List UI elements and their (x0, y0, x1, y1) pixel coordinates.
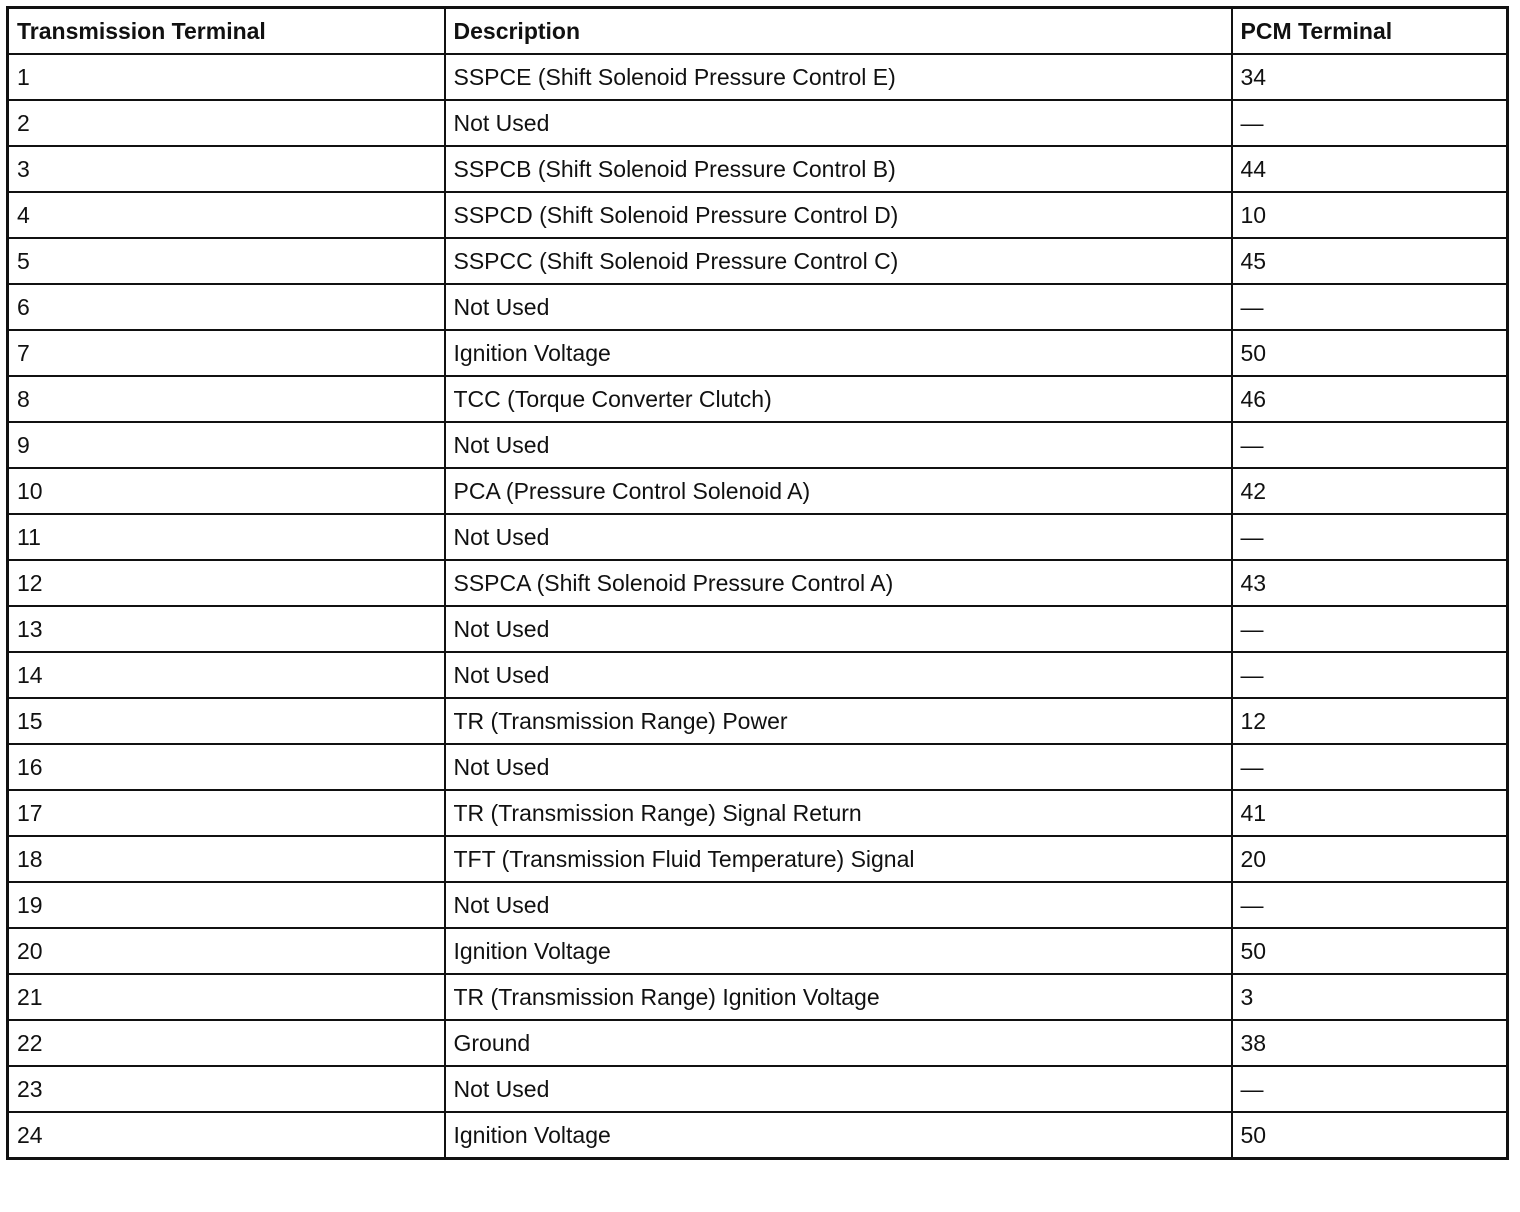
table-row (8, 1066, 1508, 1112)
table-row (8, 974, 1508, 1020)
cell-pcm-terminal: — (1232, 514, 1508, 560)
table-row (8, 790, 1508, 836)
terminal-table (6, 6, 1509, 1160)
cell-transmission-terminal: 15 (8, 698, 445, 744)
table-row (8, 882, 1508, 928)
cell-transmission-terminal: 1 (8, 54, 445, 100)
cell-pcm-terminal: 20 (1232, 836, 1508, 882)
cell-pcm-terminal: — (1232, 1066, 1508, 1112)
cell-description: TFT (Transmission Fluid Temperature) Signal (445, 836, 1232, 882)
cell-transmission-terminal: 11 (8, 514, 445, 560)
table-row (8, 376, 1508, 422)
cell-transmission-terminal: 7 (8, 330, 445, 376)
cell-transmission-terminal: 8 (8, 376, 445, 422)
terminal-table-container (6, 6, 1506, 1160)
cell-pcm-terminal: 50 (1232, 1112, 1508, 1159)
table-row (8, 652, 1508, 698)
table-row (8, 698, 1508, 744)
cell-transmission-terminal: 17 (8, 790, 445, 836)
table-row (8, 560, 1508, 606)
table-row (8, 836, 1508, 882)
cell-description: SSPCB (Shift Solenoid Pressure Control B) (445, 146, 1232, 192)
cell-transmission-terminal: 19 (8, 882, 445, 928)
cell-transmission-terminal: 3 (8, 146, 445, 192)
cell-pcm-terminal: 44 (1232, 146, 1508, 192)
cell-transmission-terminal: 23 (8, 1066, 445, 1112)
cell-pcm-terminal: 43 (1232, 560, 1508, 606)
cell-transmission-terminal: 12 (8, 560, 445, 606)
table-row (8, 238, 1508, 284)
cell-pcm-terminal: 46 (1232, 376, 1508, 422)
header-row (8, 8, 1508, 55)
cell-pcm-terminal: 50 (1232, 330, 1508, 376)
cell-description: TR (Transmission Range) Ignition Voltage (445, 974, 1232, 1020)
cell-pcm-terminal: 41 (1232, 790, 1508, 836)
cell-description: Not Used (445, 882, 1232, 928)
cell-pcm-terminal: 3 (1232, 974, 1508, 1020)
table-row (8, 1112, 1508, 1159)
cell-description: SSPCD (Shift Solenoid Pressure Control D) (445, 192, 1232, 238)
cell-description: Not Used (445, 514, 1232, 560)
cell-description: SSPCC (Shift Solenoid Pressure Control C) (445, 238, 1232, 284)
table-row (8, 606, 1508, 652)
header-transmission-terminal: Transmission Terminal (8, 8, 445, 55)
cell-pcm-terminal: 34 (1232, 54, 1508, 100)
table-row (8, 146, 1508, 192)
cell-description: Not Used (445, 422, 1232, 468)
table-row (8, 192, 1508, 238)
table-row (8, 284, 1508, 330)
cell-transmission-terminal: 5 (8, 238, 445, 284)
cell-pcm-terminal: 12 (1232, 698, 1508, 744)
table-row (8, 100, 1508, 146)
cell-description: Ignition Voltage (445, 330, 1232, 376)
table-row (8, 514, 1508, 560)
cell-transmission-terminal: 13 (8, 606, 445, 652)
cell-pcm-terminal: 45 (1232, 238, 1508, 284)
cell-pcm-terminal: 42 (1232, 468, 1508, 514)
cell-pcm-terminal: — (1232, 422, 1508, 468)
table-body (8, 54, 1508, 1159)
table-row (8, 330, 1508, 376)
table-row (8, 54, 1508, 100)
cell-description: SSPCE (Shift Solenoid Pressure Control E) (445, 54, 1232, 100)
table-header (8, 8, 1508, 55)
cell-transmission-terminal: 14 (8, 652, 445, 698)
cell-transmission-terminal: 4 (8, 192, 445, 238)
header-pcm-terminal: PCM Terminal (1232, 8, 1508, 55)
cell-pcm-terminal: 10 (1232, 192, 1508, 238)
table-row (8, 928, 1508, 974)
cell-transmission-terminal: 21 (8, 974, 445, 1020)
cell-pcm-terminal: — (1232, 882, 1508, 928)
cell-transmission-terminal: 6 (8, 284, 445, 330)
cell-description: TCC (Torque Converter Clutch) (445, 376, 1232, 422)
cell-description: TR (Transmission Range) Power (445, 698, 1232, 744)
table-row (8, 1020, 1508, 1066)
cell-transmission-terminal: 20 (8, 928, 445, 974)
cell-transmission-terminal: 22 (8, 1020, 445, 1066)
cell-description: TR (Transmission Range) Signal Return (445, 790, 1232, 836)
cell-description: Not Used (445, 100, 1232, 146)
cell-transmission-terminal: 24 (8, 1112, 445, 1159)
cell-description: Not Used (445, 744, 1232, 790)
table-row (8, 422, 1508, 468)
cell-transmission-terminal: 16 (8, 744, 445, 790)
cell-description: Ground (445, 1020, 1232, 1066)
cell-transmission-terminal: 18 (8, 836, 445, 882)
cell-transmission-terminal: 10 (8, 468, 445, 514)
cell-description: Ignition Voltage (445, 928, 1232, 974)
cell-description: SSPCA (Shift Solenoid Pressure Control A) (445, 560, 1232, 606)
cell-pcm-terminal: 50 (1232, 928, 1508, 974)
cell-transmission-terminal: 9 (8, 422, 445, 468)
cell-description: PCA (Pressure Control Solenoid A) (445, 468, 1232, 514)
header-description: Description (445, 8, 1232, 55)
cell-pcm-terminal: 38 (1232, 1020, 1508, 1066)
cell-description: Not Used (445, 606, 1232, 652)
cell-description: Ignition Voltage (445, 1112, 1232, 1159)
cell-pcm-terminal: — (1232, 744, 1508, 790)
cell-pcm-terminal: — (1232, 100, 1508, 146)
cell-pcm-terminal: — (1232, 652, 1508, 698)
cell-description: Not Used (445, 1066, 1232, 1112)
cell-description: Not Used (445, 284, 1232, 330)
table-row (8, 744, 1508, 790)
table-row (8, 468, 1508, 514)
cell-pcm-terminal: — (1232, 606, 1508, 652)
cell-transmission-terminal: 2 (8, 100, 445, 146)
cell-description: Not Used (445, 652, 1232, 698)
cell-pcm-terminal: — (1232, 284, 1508, 330)
